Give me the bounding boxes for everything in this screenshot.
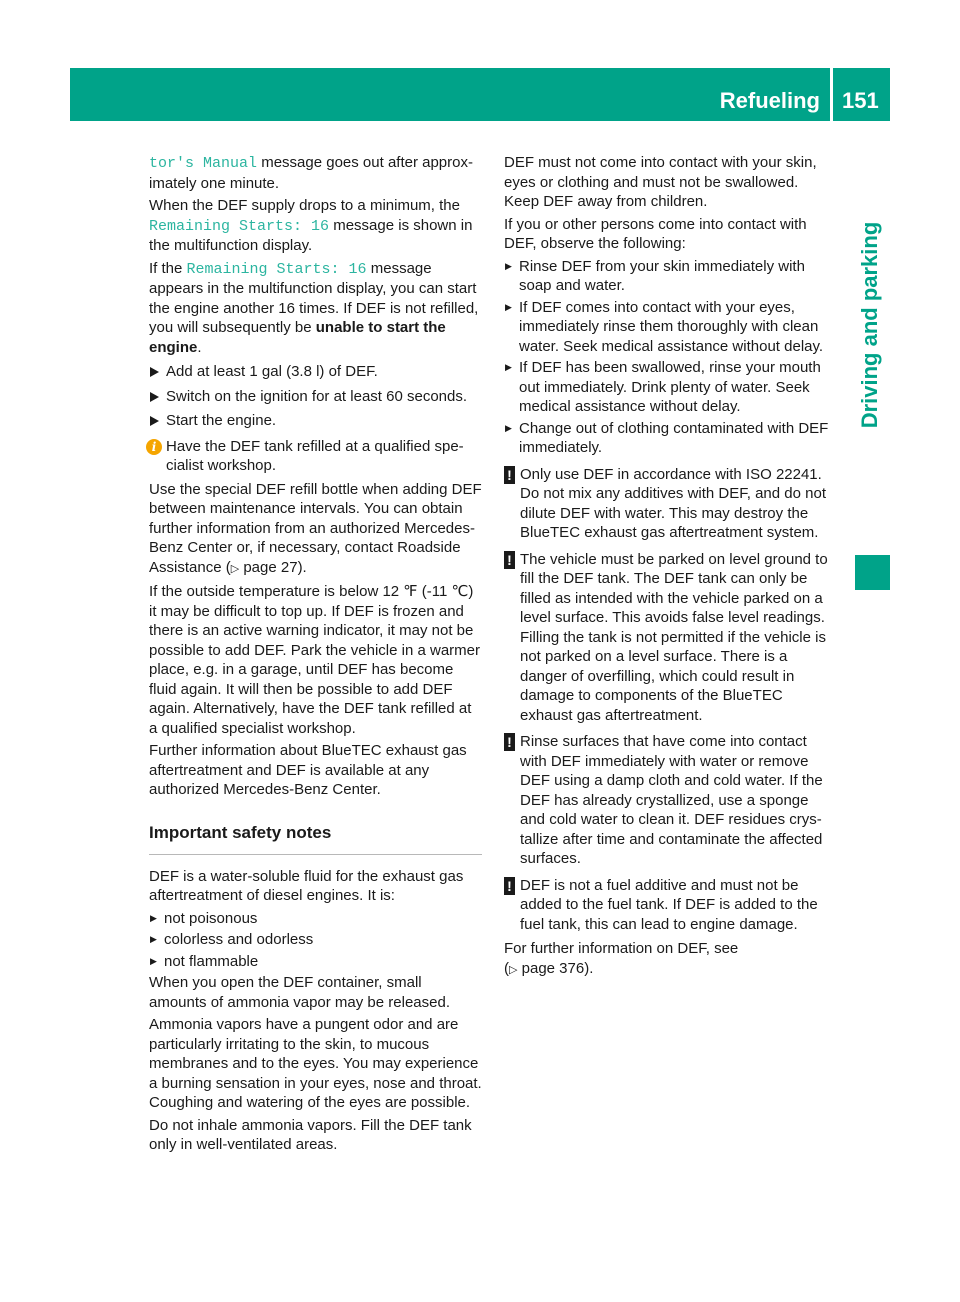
paragraph: If you or other persons come into contact with DEF, observe the following: [504, 215, 807, 252]
paragraph: If the outside temperature is below 12 ℉ (-11 ℃) it may be difficult to top up. If DEF is frozen and there is an active warning indicator, it may not be possible to add DEF. Park the vehicle in a warmer place, e.g. in a garage, until DEF has become fluid again. It will then be possible to add DEF again. Alternatively, have the DEF tank refilled at a qualified specialist workshop. [149, 583, 480, 737]
paragraph: When you open the DEF container, small amounts of ammonia vapor may be released. [149, 974, 450, 1011]
side-tab-label: Driving and parking [857, 221, 882, 429]
header-title: Refueling [719, 88, 820, 113]
display-message-code: tor's Manual [149, 155, 258, 172]
side-tab [850, 120, 890, 530]
paragraph: tor's Manual message goes out after approximately one minute. [149, 154, 473, 192]
display-message-code: Remaining Starts: 16 [186, 260, 367, 278]
section-title: Important safety notes [149, 822, 332, 842]
paragraph: Ammonia vapors have a pungent odor and are particularly irritating to the skin, to mucous membranes and to the eyes. You may experience a burning sensation in your eyes, nose and throat. Coughing and watering of the eyes are possible. [149, 1016, 482, 1111]
section-divider [149, 854, 482, 855]
paragraph: DEF is a water-soluble fluid for the exhaust gas aftertreatment of diesel engines. It is: [149, 867, 464, 904]
list-item: ▶ If DEF has been swallowed, rinse your mouth out immediately. Drink plenty of water. Seek medical assistance without delay. [504, 358, 836, 417]
list-item: ▶ not flammable [149, 952, 482, 972]
triangle-pointer-icon: ▷ [230, 562, 240, 575]
warning-note: ! Rinse surfaces that have come into contact with DEF immediately with water or remove DEF using a damp cloth and cold water. If the DEF has already crystallized, use a sponge and cold water to clean it. DEF residues crystallize after time and contaminate the affected surfaces. [504, 732, 836, 869]
warning-note: ! The vehicle must be parked on level ground to fill the DEF tank. The DEF tank can only be filled as intended with the vehicle parked on a level surface. This avoids false level readings. Filling the tank is not permitted if the vehicle is not parked on a level surface. There is a danger of overfilling, which could result in damage to components of the BlueTEC exhaust gas aftertreatment. [504, 550, 836, 726]
exclamation-icon: ! [504, 733, 515, 751]
list-item: ▶ Rinse DEF from your skin immediately with soap and water. [504, 257, 836, 296]
page-reference-link[interactable]: page 27). [243, 558, 307, 576]
list-item: ▶ If DEF comes into contact with your eyes, immediately rinse them thoroughly with clean water. Seek medical assistance without delay. [504, 298, 836, 357]
step-item: Switch on the ignition for at least 60 seconds. [149, 387, 482, 407]
right-column [504, 153, 836, 983]
exclamation-icon: ! [504, 551, 515, 569]
step-item: Start the engine. [149, 411, 482, 431]
paragraph: Use the special DEF refill bottle when adding DEF between maintenance intervals. You can obtain further information from an authorized Mercedes-Benz Center or, if necessary, contact Roadside Assistance (▷ page 27). [149, 480, 482, 576]
warning-note: ! Only use DEF in accordance with ISO 22241. Do not mix any additives with DEF, and do not dilute DEF with water. This may destroy the BlueTEC exhaust gas aftertreatment system. [504, 465, 836, 543]
list-item: ▶ not poisonous [149, 909, 482, 929]
paragraph: If the Remaining Starts: 16 message appears in the multifunction display, you can start the engine another 16 times. If DEF is not refilled, you will subsequently be unable to start the engine. [149, 259, 479, 356]
list-item: ▶ Change out of clothing contaminated with DEF immediately. [504, 419, 836, 458]
paragraph: When the DEF supply drops to a minimum, the Remaining Starts: 16 message is shown in the multifunction display. [149, 197, 473, 254]
warning-note: ! DEF is not a fuel additive and must not be added to the fuel tank. If DEF is added to the fuel tank, this can lead to engine damage. [504, 876, 836, 935]
page-number: 151 [842, 88, 879, 113]
triangle-pointer-icon: ▷ [509, 963, 518, 976]
header-separator [830, 68, 833, 121]
paragraph: Further information about BlueTEC exhaust gas aftertreatment and DEF is available at any authorized Mercedes-Benz Center. [149, 742, 467, 798]
info-note: i Have the DEF tank refilled at a qualified specialist workshop. [149, 437, 482, 476]
left-column [149, 153, 482, 1158]
list-item: ▶ colorless and odorless [149, 930, 482, 950]
display-message-code: Remaining Starts: 16 [149, 217, 330, 235]
paragraph: For further information on DEF, see (▷ page 376). [504, 940, 739, 977]
side-marker [855, 555, 890, 590]
header-bar [70, 68, 890, 121]
paragraph: Do not inhale ammonia vapors. Fill the DEF tank only in well-ventilated areas. [149, 1116, 472, 1153]
step-item: Add at least 1 gal (3.8 l) of DEF. [149, 362, 482, 382]
paragraph: DEF must not come into contact with your skin, eyes or clothing and must not be swallowed. Keep DEF away from children. [504, 154, 817, 210]
exclamation-icon: ! [504, 466, 515, 484]
info-icon: i [146, 439, 162, 455]
exclamation-icon: ! [504, 877, 515, 895]
page-reference-link[interactable]: page 376). [521, 959, 594, 977]
